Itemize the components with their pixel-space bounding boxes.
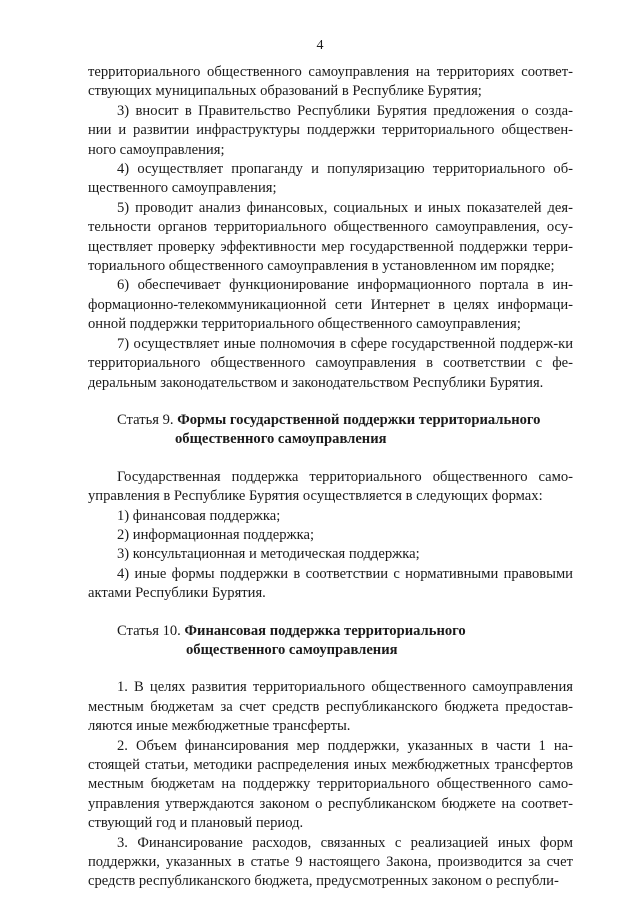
article-9-label: Статья 9. bbox=[117, 411, 174, 428]
article-10-title-line1: Финансовая поддержка территориального bbox=[184, 622, 466, 639]
paragraph: территориального общественного самоуправления на территориях соответ-ствующих муниципальных образований в Республике Бурятия; bbox=[88, 64, 573, 100]
article-10-heading bbox=[88, 622, 573, 661]
paragraph: 1) финансовая поддержка; bbox=[117, 507, 281, 524]
paragraph: 4) осуществляет пропаганду и популяризацию территориального об-щественного самоуправления; bbox=[88, 161, 573, 197]
paragraph: 5) проводит анализ финансовых, социальных и иных показателей дея-тельности органов территориального общественного самоуправления, осу-ществляет проверку эффективности мер государственной поддержки терри-ториального общественного самоуправления в установленном им порядке; bbox=[88, 199, 573, 275]
article-10-body bbox=[88, 678, 573, 891]
article-9-title-line2: общественного самоуправления bbox=[175, 431, 387, 448]
paragraph: 3) консультационная и методическая поддержка; bbox=[117, 546, 420, 563]
paragraph: 3. Финансирование расходов, связанных с реализацией иных форм поддержки, указанных в статье 9 настоящего Закона, производится за счет средств республиканского бюджета, предусмотренных законом о республи- bbox=[88, 834, 573, 890]
article-8-continuation bbox=[88, 63, 573, 393]
paragraph: 7) осуществляет иные полномочия в сфере государственной поддерж-ки территориального общественного самоуправления в соответствии с фе-деральным законодательством и законодательством Республики Бурятия. bbox=[88, 335, 573, 391]
article-9-title-line1: Формы государственной поддержки территориального bbox=[177, 411, 541, 428]
paragraph: 1. В целях развития территориального общественного самоуправления местным бюджетам за счет средств республиканского бюджета предостав-ляются иные межбюджетные трансферты. bbox=[88, 679, 573, 735]
paragraph: 2) информационная поддержка; bbox=[117, 526, 315, 543]
paragraph: 4) иные формы поддержки в соответствии с нормативными правовыми актами Республики Бурятия. bbox=[88, 565, 573, 602]
article-9-heading bbox=[88, 411, 573, 450]
paragraph: 2. Объем финансирования мер поддержки, указанных в части 1 на-стоящей статьи, методики распределения иных межбюджетных трансфертов местным бюджетам на поддержку территориального общественного само-управления утверждаются законом о республиканском бюджете на соответ-ствующий год и плановый период. bbox=[88, 737, 573, 832]
paragraph: Государственная поддержка территориального общественного само-управления в Республике Бурятия осуществляется в следующих формах: bbox=[88, 468, 573, 505]
paragraph: 6) обеспечивает функционирование информационного портала в ин-формационно-телекоммуникационной сети Интернет в целях информаци-онной поддержки территориального общественного самоуправления; bbox=[88, 277, 573, 333]
paragraph: 3) вносит в Правительство Республики Бурятия предложения о созда-нии и развитии инфраструктуры поддержки территориального обществен-ного самоуправления; bbox=[88, 102, 573, 158]
page-number: 4 bbox=[316, 38, 324, 53]
article-9-body bbox=[88, 468, 573, 604]
article-10-title-line2: общественного самоуправления bbox=[186, 641, 398, 658]
document-body bbox=[88, 63, 573, 892]
article-10-label: Статья 10. bbox=[117, 622, 181, 639]
